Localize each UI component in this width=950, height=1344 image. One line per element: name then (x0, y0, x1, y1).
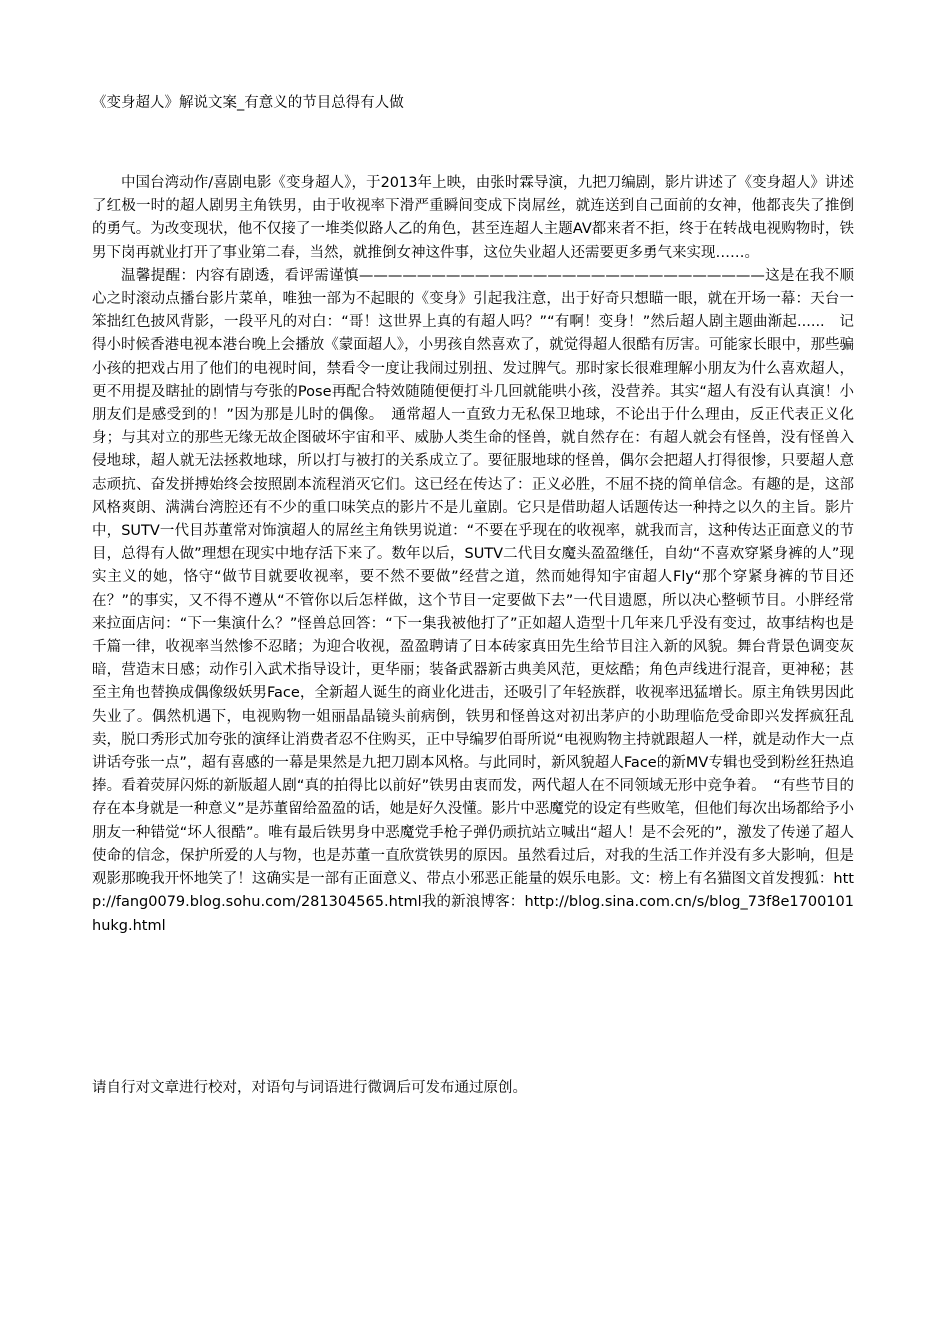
footer-note: 请自行对文章进行校对，对语句与词语进行微调后可发布通过原创。 (92, 1080, 527, 1096)
paragraph-review: 温馨提醒：内容有剧透，看评需谨慎————————————————————————————这是在我不顺心之时滚动点播台影片菜单，唯独一部为不起眼的《变身》引起我注意，出于好奇只想瞄一眼，就在开场一幕：天台一笨拙红色披风背影，一段平凡的对白：“哥！这世界上真的有超人吗？”“有啊！变身！”然后超人剧主题曲渐起...... 记得小时候香港电视本港台晚上会播放《蒙面超人》，小男孩自然喜欢了，就觉得超人很酷有厉害。可能家长眼中，那些骗小孩的把戏占用了他们的电视时间，禁看令一度让我闹过别扭、发过脾气。那时家长很难理解小朋友为什么喜欢超人，更不用提及瞎扯的剧情与夸张的Pose再配合特效随随便便打斗几回就能哄小孩，没营养。其实“超人有没有认真演！小朋友们是感受到的！”因为那是儿时的偶像。 通常超人一直致力无私保卫地球，不论出于什么理由，反正代表正义化身；与其对立的那些无缘无故企图破坏宇宙和平、威胁人类生命的怪兽，就自然存在：有超人就会有怪兽，没有怪兽入侵地球，超人就无法拯救地球，所以打与被打的关系成立了。要征服地球的怪兽，偶尔会把超人打得很惨，只要超人意志顽抗、奋发拼搏始终会按照剧本流程消灭它们。这已经在传达了：正义必胜，不屈不挠的简单信念。有趣的是，这部风格爽朗、满满台湾腔还有不少的重口味笑点的影片不是儿童剧。它只是借助超人话题传达一种持之以久的主旨。影片中，SUTV一代目苏董常对饰演超人的屌丝主角铁男说道：“不要在乎现在的收视率，就我而言，这种传达正面意义的节目，总得有人做”理想在现实中地存活下来了。数年以后，SUTV二代目女魔头盈盈继任，自幼“不喜欢穿紧身裤的人”现实主义的她，恪守“做节目就要收视率，要不然不要做”经营之道，然而她得知宇宙超人Fly“那个穿紧身裤的节目还在？”的事实，又不得不遵从“不管你以后怎样做，这个节目一定要做下去”一代目遗愿，所以决心整顿节目。小胖经常来拉面店问：“下一集演什么？”怪兽总回答：“下一集我被他打了”正如超人造型十几年来几乎没有变过，故事结构也是千篇一律，收视率当然惨不忍睹；为迎合收视，盈盈聘请了日本砖家真田先生给节目注入新的风貌。舞台背景色调变灰暗，营造末日感；动作引入武术指导设计，更华丽；装备武器新古典美风范，更炫酷；角色声线进行混音，更神秘；甚至主角也替换成偶像级妖男Face，全新超人诞生的商业化进击，还吸引了年轻族群，收视率迅猛增长。原主角铁男因此失业了。偶然机遇下，电视购物一姐丽晶晶镜头前病倒，铁男和怪兽这对初出茅庐的小助理临危受命即兴发挥疯狂乱卖，脱口秀形式加夸张的演绎让消费者忍不住购买，正中导编罗伯哥所说“电视购物主持就跟超人一样，就是动作大一点讲话夸张一点”，超有喜感的一幕是果然是九把刀剧本风格。与此同时，新风貌超人Face的新MV专辑也受到粉丝狂热追捧。看着荧屏闪烁的新版超人剧“真的拍得比以前好”铁男由衷而发，两代超人在不同领域无形中竞争着。 “有些节目的存在本身就是一种意义”是苏董留给盈盈的话，她是好久没懂。影片中恶魔党的设定有些败笔，但他们每次出场都给予小朋友一种错觉“坏人很酷”。唯有最后铁男身中恶魔党手枪子弹仍顽抗站立喊出“超人！是不会死的”，激发了传递了超人使命的信念，保护所爱的人与物，也是苏董一直欣赏铁男的原因。虽然看过后，对我的生活工作并没有多大影响，但是观影那晚我开怀地笑了！这确实是一部有正面意义、带点小邪恶正能量的娱乐电影。文：榜上有名猫图文首发搜狐：http://fang0079.blog.sohu.com/281304565.html我的新浪博客：http://blog.sina.com.cn/s/blog_73f8e1700101hukg.html (92, 267, 854, 934)
document-title: 《变身超人》解说文案_有意义的节目总得有人做 (92, 95, 404, 111)
article-body (92, 172, 854, 938)
paragraph-intro: 中国台湾动作/喜剧电影《变身超人》，于2013年上映，由张时霖导演，九把刀编剧，影片讲述了《变身超人》讲述了红极一时的超人剧男主角铁男，由于收视率下滑严重瞬间变成下岗屌丝，就连送到自己面前的女神，他都丧失了推倒的勇气。为改变现状，他不仅接了一堆类似路人乙的角色，甚至连超人主题AV都来者不拒，终于在转战电视购物时，铁男下岗再就业打开了事业第二春，当然，就推倒女神这件事，这位失业超人还需要更多勇气来实现……。 (92, 175, 854, 261)
